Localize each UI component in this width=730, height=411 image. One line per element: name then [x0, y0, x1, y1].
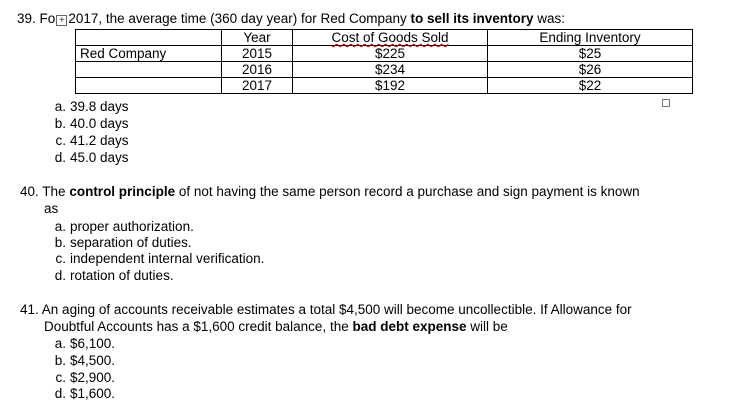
table-move-icon[interactable]: +: [56, 15, 67, 26]
option-text: $2,900.: [70, 370, 116, 385]
option-letter: c.: [55, 251, 66, 266]
table-row: [76, 78, 693, 94]
list-item: [46, 235, 192, 251]
table-cogs-cell: $234: [293, 62, 488, 78]
option-text: $1,600.: [70, 386, 116, 401]
option-text: independent internal verification.: [70, 251, 265, 266]
option-letter: d.: [54, 386, 66, 401]
question-39-text: 2017, the average time (360 day year) for Red Company: [68, 11, 411, 26]
option-text: proper authorization.: [70, 219, 194, 234]
table-year-cell: 2017: [222, 78, 293, 94]
list-item: [46, 133, 129, 149]
table-row: [76, 46, 693, 62]
option-text: $6,100.: [70, 336, 116, 351]
list-item: [46, 268, 174, 284]
table-inventory-cell: $22: [488, 78, 693, 94]
table-inventory-cell: $26: [488, 62, 693, 78]
inventory-table: [75, 29, 693, 94]
option-text: 40.0 days: [70, 116, 129, 131]
question-40-stem: [20, 184, 640, 200]
table-year-cell: 2015: [222, 46, 293, 62]
question-41-number: 41.: [20, 302, 39, 317]
option-letter: c.: [55, 133, 66, 148]
question-40-number: 40.: [20, 184, 39, 199]
option-letter: a.: [54, 336, 66, 351]
table-cogs-cell: $225: [293, 46, 488, 62]
table-cell: [76, 62, 222, 78]
list-item: [46, 150, 129, 166]
option-letter: d.: [54, 268, 66, 283]
table-header-cogs: [293, 30, 488, 46]
option-letter: b.: [54, 353, 66, 368]
list-item: [46, 116, 129, 132]
table-header-row: [76, 30, 693, 46]
option-text: 41.2 days: [70, 133, 129, 148]
table-resize-handle[interactable]: [662, 99, 670, 107]
question-41-line2-post: will be: [466, 319, 508, 334]
option-text: 45.0 days: [70, 150, 129, 165]
table-cell: [76, 78, 222, 94]
table-cogs-cell: $192: [293, 78, 488, 94]
option-text: $4,500.: [70, 353, 116, 368]
list-item: [46, 251, 264, 267]
question-39-stem: [17, 11, 565, 27]
question-39-pre: Fo: [39, 11, 56, 26]
table-company-cell: Red Company: [76, 46, 222, 62]
question-39-bold: to sell its inventory: [410, 11, 534, 26]
list-item: [46, 99, 129, 115]
option-text: rotation of duties.: [70, 268, 174, 283]
list-item: [46, 370, 115, 386]
option-letter: c.: [55, 370, 66, 385]
table-row: [76, 62, 693, 78]
option-text: 39.8 days: [70, 99, 129, 114]
question-41-line1: An aging of accounts receivable estimates a total $4,500 will become uncollectible. If Allowance for: [41, 302, 632, 317]
question-40-post: of not having the same person record a purchase and sign payment is known: [175, 184, 640, 199]
list-item: [46, 353, 115, 369]
option-letter: d.: [54, 150, 66, 165]
option-letter: b.: [54, 235, 66, 250]
table-header-inventory: Ending Inventory: [488, 30, 693, 46]
option-text: separation of duties.: [70, 235, 192, 250]
question-40-bold: control principle: [69, 184, 176, 199]
option-letter: b.: [54, 116, 66, 131]
table-cell: [76, 30, 222, 46]
table-header-cogs-text: Cost of Goods Sold: [331, 30, 449, 45]
list-item: [46, 219, 194, 235]
question-39-post: was:: [533, 11, 566, 26]
question-39-number: 39.: [17, 11, 36, 26]
question-41-bold: bad debt expense: [352, 319, 467, 334]
table-header-year: Year: [222, 30, 293, 46]
option-letter: a.: [54, 99, 66, 114]
question-40-continuation: as: [44, 201, 59, 216]
question-40-pre: The: [42, 184, 70, 199]
question-41-stem: [20, 302, 632, 318]
option-letter: a.: [54, 219, 66, 234]
table-year-cell: 2016: [222, 62, 293, 78]
question-41-line2: [44, 319, 508, 335]
question-41-line2-pre: Doubtful Accounts has a $1,600 credit balance, the: [44, 319, 353, 334]
list-item: [46, 336, 115, 352]
table-inventory-cell: $25: [488, 46, 693, 62]
list-item: [46, 386, 115, 402]
